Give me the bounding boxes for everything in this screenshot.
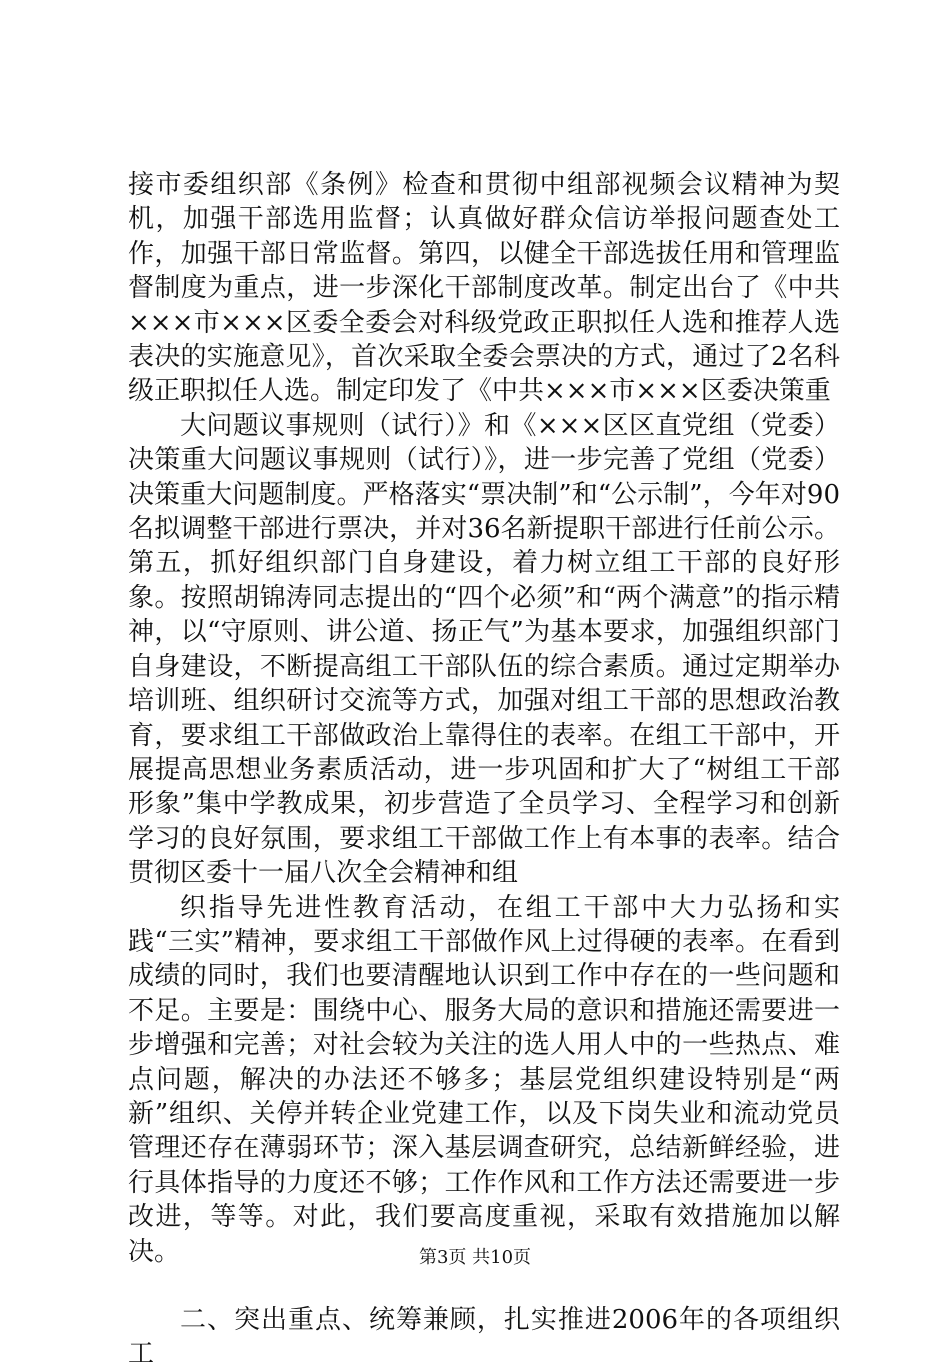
paragraph-3: 织指导先进性教育活动，在组工干部中大力弘扬和实践“三实”精神，要求组工干部做作风上过得硬的表率。在看到成绩的同时，我们也要清醒地认识到工作中存在的一些问题和不足。主要是：围绕中心、服务大局的意识和措施还需要进一步增强和完善；对社会较为关注的选人用人中的一些热点、难点问题，解决的办法还不够多；基层党组织建设特别是“两新”组织、关停并转企业党建工作，以及下岗失业和流动党员管理还存在薄弱环节；深入基层调查研究，总结新鲜经验，进行具体指导的力度还不够；工作作风和工作方法还需要进一步改进，等等。对此，我们要高度重视，采取有效措施加以解决。 — [128, 892, 840, 1267]
paragraph-1: 接市委组织部《条例》检查和贯彻中组部视频会议精神为契机，加强干部选用监督；认真做好群众信访举报问题查处工作，加强干部日常监督。第四，以健全干部选拔任用和管理监督制度为重点，进一步深化干部制度改革。制定出台了《中共×××市×××区委全委会对科级党政正职拟任人选和推荐人选表决的实施意见》，首次采取全委会票决的方式，通过了2名科级正职拟任人选。制定印发了《中共×××市×××区委决策重 — [128, 170, 840, 407]
page-footer: 第3页 共10页 — [418, 1247, 532, 1268]
paragraph-2: 大问题议事规则（试行）》和《×××区区直党组（党委）决策重大问题议事规则（试行）》，进一步完善了党组（党委）决策重大问题制度。严格落实“票决制”和“公示制”，今年对90名拟调整干部进行票决，并对36名新提职干部进行任前公示。第五，抓好组织部门自身建设，着力树立组工干部的良好形象。按照胡锦涛同志提出的“四个必须”和“两个满意”的指示精神，以“守原则、讲公道、扬正气”为基本要求，加强组织部门自身建设，不断提高组工干部队伍的综合素质。通过定期举办培训班、组织研讨交流等方式，加强对组工干部的思想政治教育，要求组工干部做政治上靠得住的表率。在组工干部中，开展提高思想业务素质活动，进一步巩固和扩大了“树组工干部形象”集中学教成果，初步营造了全员学习、全程学习和创新学习的良好氛围，要求组工干部做工作上有本事的表率。结合贯彻区委十一届八次全会精神和组 — [128, 410, 840, 889]
section-heading: 二、突出重点、统筹兼顾，扎实推进2006年的各项组织工 — [128, 1305, 840, 1370]
document-body — [128, 168, 840, 1372]
